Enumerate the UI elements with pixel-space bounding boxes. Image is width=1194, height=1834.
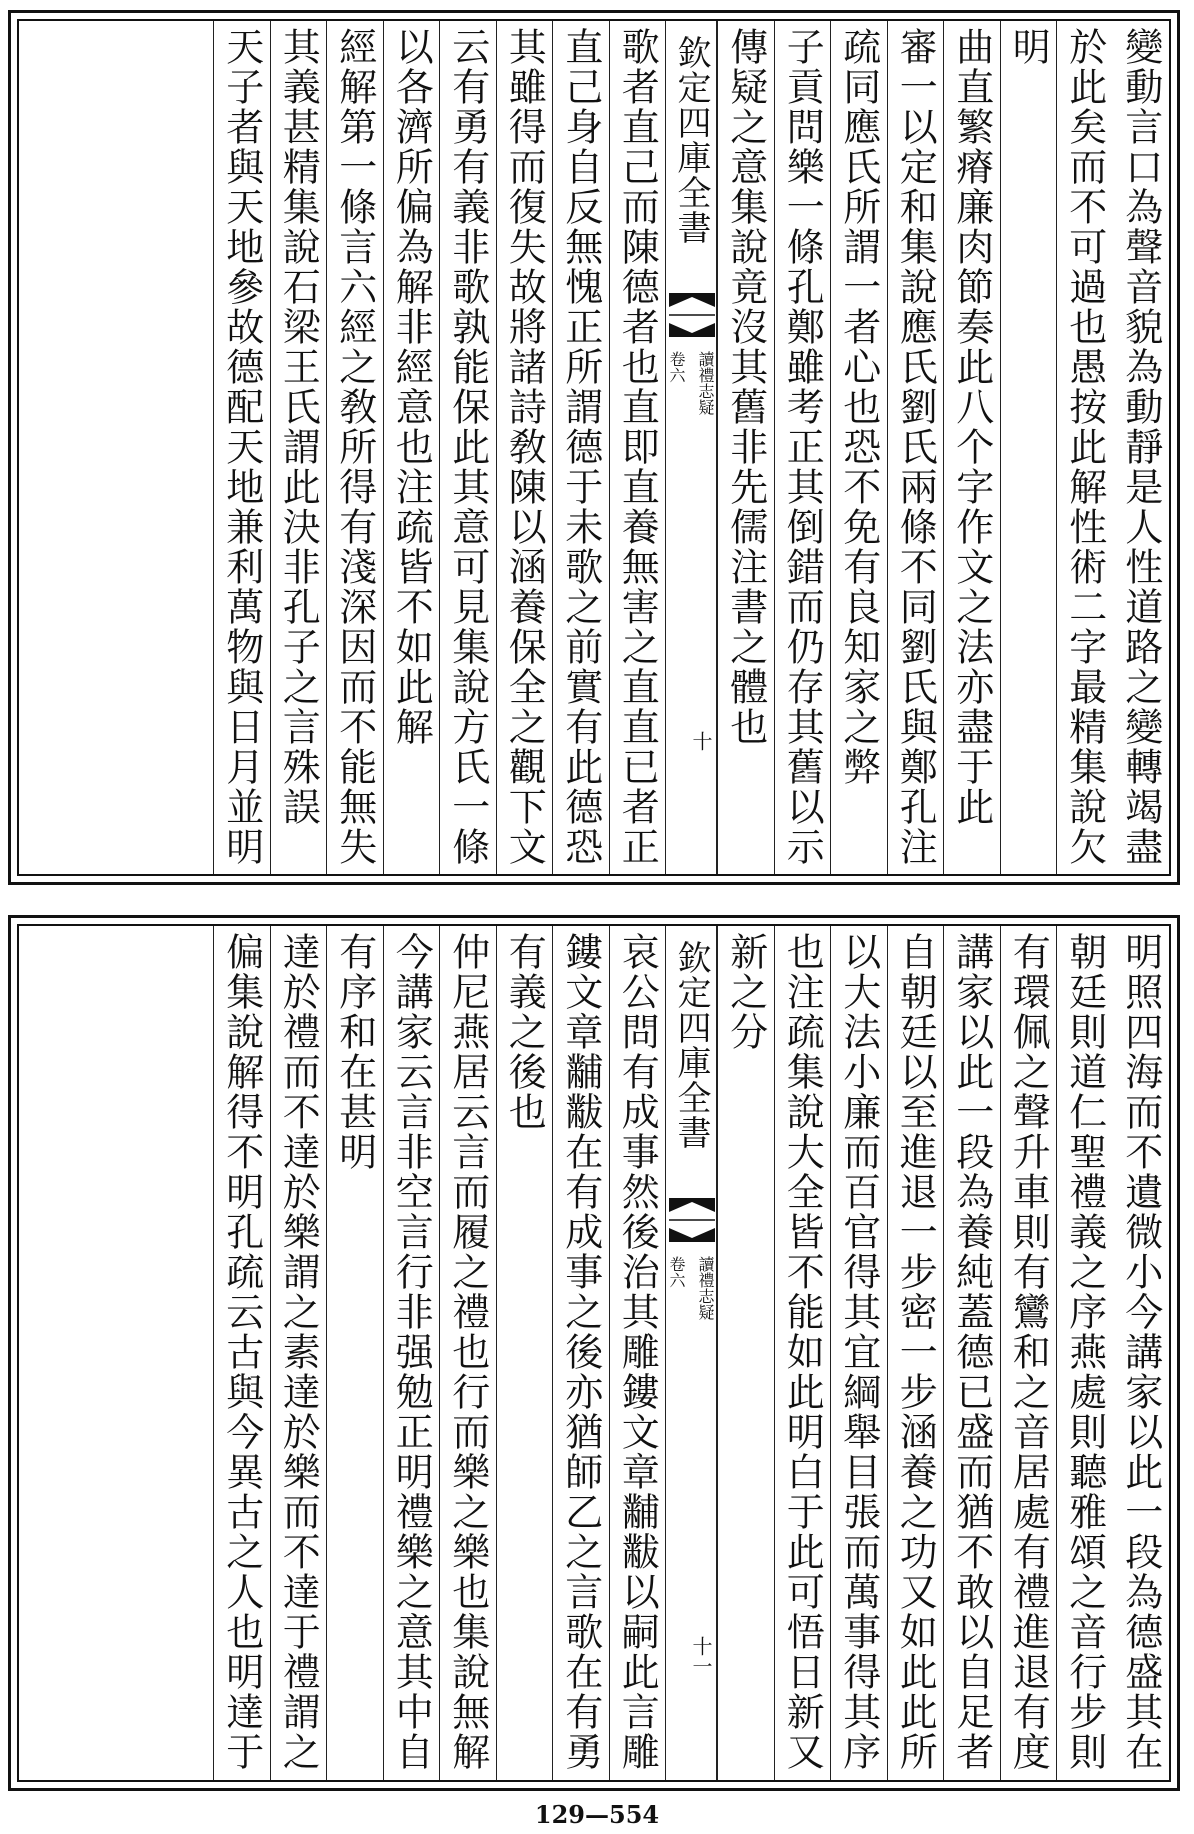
column-text: 達於禮而不達於樂謂之素達於樂而不達于禮謂之 — [276, 932, 321, 1772]
text-column — [213, 926, 270, 1780]
text-column — [270, 926, 327, 1780]
text-column — [1000, 926, 1057, 1780]
center-fold-margin — [665, 21, 717, 874]
text-column — [1056, 926, 1113, 1780]
column-text: 審一以定和集說應氏劉氏兩條不同劉氏與鄭孔注 — [893, 27, 938, 867]
fishtail-mark — [669, 293, 715, 337]
book-title: 讀禮志疑 — [696, 1256, 715, 1320]
text-column — [887, 926, 944, 1780]
column-text: 以大法小廉而百官得其宜綱舉目張而萬事得其序 — [836, 932, 881, 1772]
lower-page-inner-frame — [17, 924, 1171, 1782]
text-column — [943, 926, 1000, 1780]
text-column — [496, 21, 553, 874]
column-text: 有環佩之聲升車則有鸞和之音居處有禮進退有度 — [1006, 932, 1051, 1772]
column-text: 明 — [1006, 27, 1051, 67]
column-text: 有序和在甚明 — [332, 932, 377, 1172]
text-column — [1056, 21, 1113, 874]
upper-page-frame — [8, 10, 1180, 885]
text-column — [326, 926, 383, 1780]
column-text: 明照四海而不遺微小今講家以此一段為德盛其在 — [1118, 932, 1163, 1772]
text-column — [213, 21, 270, 874]
text-column — [774, 926, 831, 1780]
text-column — [552, 21, 609, 874]
column-text: 變動言口為聲音貌為動靜是人性道路之變轉竭盡 — [1118, 27, 1163, 867]
text-column — [270, 21, 327, 874]
column-text: 其義甚精集說石梁王氏謂此決非孔子之言殊誤 — [276, 27, 321, 827]
text-column — [717, 21, 774, 874]
lower-page-frame — [8, 915, 1180, 1791]
column-text: 子貢問樂一條孔鄭雖考正其倒錯而仍存其舊以示 — [780, 27, 825, 867]
column-text: 云有勇有義非歌孰能保此其意可見集說方氏一條 — [445, 27, 490, 867]
column-text: 於此矣而不可過也愚按此解性術二字最精集說欠 — [1062, 27, 1107, 867]
book-info — [666, 351, 716, 415]
text-column — [383, 926, 440, 1780]
text-column — [774, 21, 831, 874]
text-column — [830, 21, 887, 874]
column-text: 經解第一條言六經之敎所得有淺深因而不能無失 — [332, 27, 377, 867]
leaf-number: 十一 — [689, 1636, 713, 1676]
leaf-number: 十 — [689, 731, 713, 751]
column-text: 哀公問有成事然後治其雕鏤文章黼黻以嗣此言雕 — [615, 932, 660, 1772]
library-title: 欽定四庫全書 — [671, 940, 711, 1150]
text-column — [717, 926, 774, 1780]
column-text: 講家以此一段為養純蓋德已盛而猶不敢以自足者 — [949, 932, 994, 1772]
library-title: 欽定四庫全書 — [671, 35, 711, 245]
text-column — [1000, 21, 1057, 874]
column-text: 也注疏集說大全皆不能如此明白于此可悟日新又 — [780, 932, 825, 1772]
column-text: 偏集說解得不明孔疏云古與今異古之人也明達于 — [219, 932, 264, 1772]
page-code: 129—554 — [534, 1800, 660, 1829]
text-column — [830, 926, 887, 1780]
column-text: 歌者直己而陳德者也直即直養無害之直直已者正 — [615, 27, 660, 867]
column-text: 自朝廷以至進退一步密一步涵養之功又如此此所 — [893, 932, 938, 1772]
column-text: 朝廷則道仁聖禮義之序燕處則聽雅頌之音行步則 — [1062, 932, 1107, 1772]
column-text: 其雖得而復失故將諸詩敎陳以涵養保全之觀下文 — [502, 27, 547, 867]
text-column — [1113, 21, 1170, 874]
text-column — [439, 21, 496, 874]
text-column — [439, 926, 496, 1780]
column-text: 天子者與天地參故德配天地兼利萬物與日月並明 — [219, 27, 264, 867]
text-column — [383, 21, 440, 874]
column-text: 疏同應氏所謂一者心也恐不免有良知家之弊 — [836, 27, 881, 787]
column-text: 曲直繁瘠廉肉節奏此八个字作文之法亦盡于此 — [949, 27, 994, 827]
text-column — [326, 21, 383, 874]
column-text: 直己身自反無愧正所謂德于未歌之前實有此德恐 — [558, 27, 603, 867]
text-column — [943, 21, 1000, 874]
column-text: 以各濟所偏為解非經意也注疏皆不如此解 — [389, 27, 434, 747]
text-column — [1113, 926, 1170, 1780]
book-info — [666, 1256, 716, 1320]
text-column — [496, 926, 553, 1780]
text-column — [609, 926, 666, 1780]
text-column — [887, 21, 944, 874]
upper-page-inner-frame — [17, 19, 1171, 876]
column-text: 仲尼燕居云言而履之禮也行而樂之樂也集說無解 — [445, 932, 490, 1772]
volume-label: 卷六 — [667, 351, 686, 383]
text-column — [609, 21, 666, 874]
column-text: 有義之後也 — [502, 932, 547, 1132]
column-text: 今講家云言非空言行非强勉正明禮樂之意其中自 — [389, 932, 434, 1772]
center-fold-margin — [665, 926, 717, 1780]
volume-label: 卷六 — [667, 1256, 686, 1288]
column-text: 鏤文章黼黻在有成事之後亦猶師乙之言歌在有勇 — [558, 932, 603, 1772]
book-title: 讀禮志疑 — [696, 351, 715, 415]
column-text: 傳疑之意集說竟沒其舊非先儒注書之體也 — [723, 27, 768, 747]
text-column — [552, 926, 609, 1780]
column-text: 新之分 — [723, 932, 768, 1052]
fishtail-mark — [669, 1198, 715, 1242]
